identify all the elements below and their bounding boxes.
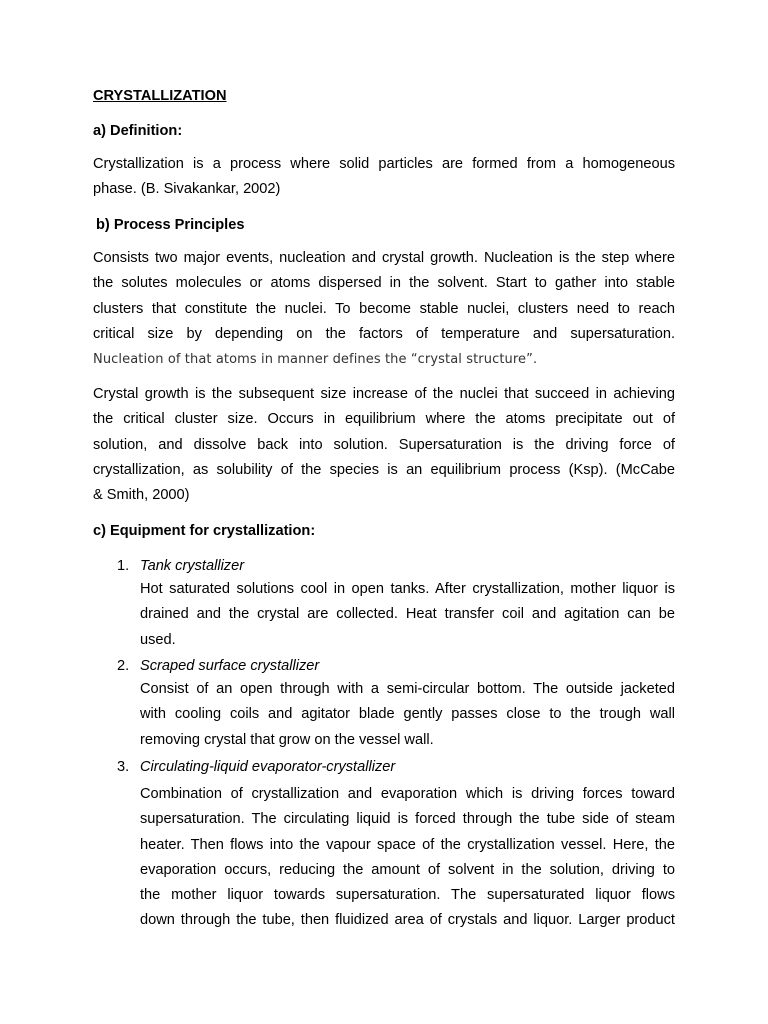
paragraph-line: evaporation occurs, reducing the amount of solvent in the solution, driving to [140,861,675,878]
paragraph-line: down through the tube, then fluidized area of crystals and liquor. Larger product [140,912,675,929]
list-item-title: Scraped surface crystallizer [140,658,320,674]
paragraph-line: Consists two major events, nucleation and crystal growth. Nucleation is the step where [93,250,675,266]
paragraph-line: solution, and dissolve back into solution. Supersaturation is the driving force of [93,436,675,453]
paragraph-line: heater. Then flows into the vapour space of the crystallization vessel. Here, the [140,836,675,853]
paragraph-line: clusters that constitute the nuclei. To become stable nuclei, clusters need to reach [93,300,675,317]
paragraph-line: Crystal growth is the subsequent size increase of the nuclei that succeed in achieving [93,386,675,402]
list-item-number: 3. [117,759,130,775]
paragraph-line: supersaturation. The circulating liquid is forced through the tube side of steam [140,811,675,828]
section-c-heading: c) Equipment for crystallization: [93,523,316,539]
list-item-number: 1. [117,558,130,574]
paragraph-line: Crystallization is a process where solid particles are formed from a homogeneous [93,156,675,172]
paragraph-line: & Smith, 2000) [93,487,190,504]
list-item-title: Circulating-liquid evaporator-crystallizer [140,759,396,775]
list-item-body [140,782,675,934]
paragraph-line: Consist of an open through with a semi-circular bottom. The outside jacketed [140,681,675,697]
paragraph-line: the critical cluster size. Occurs in equilibrium where the atoms precipitate out of [93,411,675,428]
paragraph-line: the solutes molecules or atoms dispersed in the solvent. Start to gather into stable [93,275,675,292]
paragraph-line: Hot saturated solutions cool in open tanks. After crystallization, mother liquor is [140,581,675,597]
section-a-paragraph [93,152,675,203]
paragraph-line: used. [140,631,176,648]
paragraph-line: removing crystal that grow on the vessel wall. [140,731,434,748]
section-b-paragraph-1 [93,246,675,372]
paragraph-line: Nucleation of that atoms in manner defines the “crystal structure”. [93,352,538,368]
paragraph-line: Combination of crystallization and evaporation which is driving forces toward [140,786,675,802]
paragraph-line: the mother liquor towards supersaturation. The supersaturated liquor flows [140,887,675,904]
section-b-heading: b) Process Principles [96,217,245,233]
paragraph-line: critical size by depending on the factors of temperature and supersaturation. [93,325,675,342]
list-item-title: Tank crystallizer [140,558,245,574]
list-item-body [140,677,675,753]
document-title: CRYSTALLIZATION [93,88,227,104]
paragraph-line: phase. (B. Sivakankar, 2002) [93,181,281,198]
paragraph-line: drained and the crystal are collected. Heat transfer coil and agitation can be [140,606,675,623]
list-item-body [140,577,675,653]
paragraph-line: with cooling coils and agitator blade gently passes close to the trough wall [140,706,675,723]
list-item-number: 2. [117,658,130,674]
section-a-heading: a) Definition: [93,123,183,139]
section-b-paragraph-2 [93,382,675,508]
paragraph-line: crystallization, as solubility of the species is an equilibrium process (Ksp). (McCabe [93,461,675,478]
